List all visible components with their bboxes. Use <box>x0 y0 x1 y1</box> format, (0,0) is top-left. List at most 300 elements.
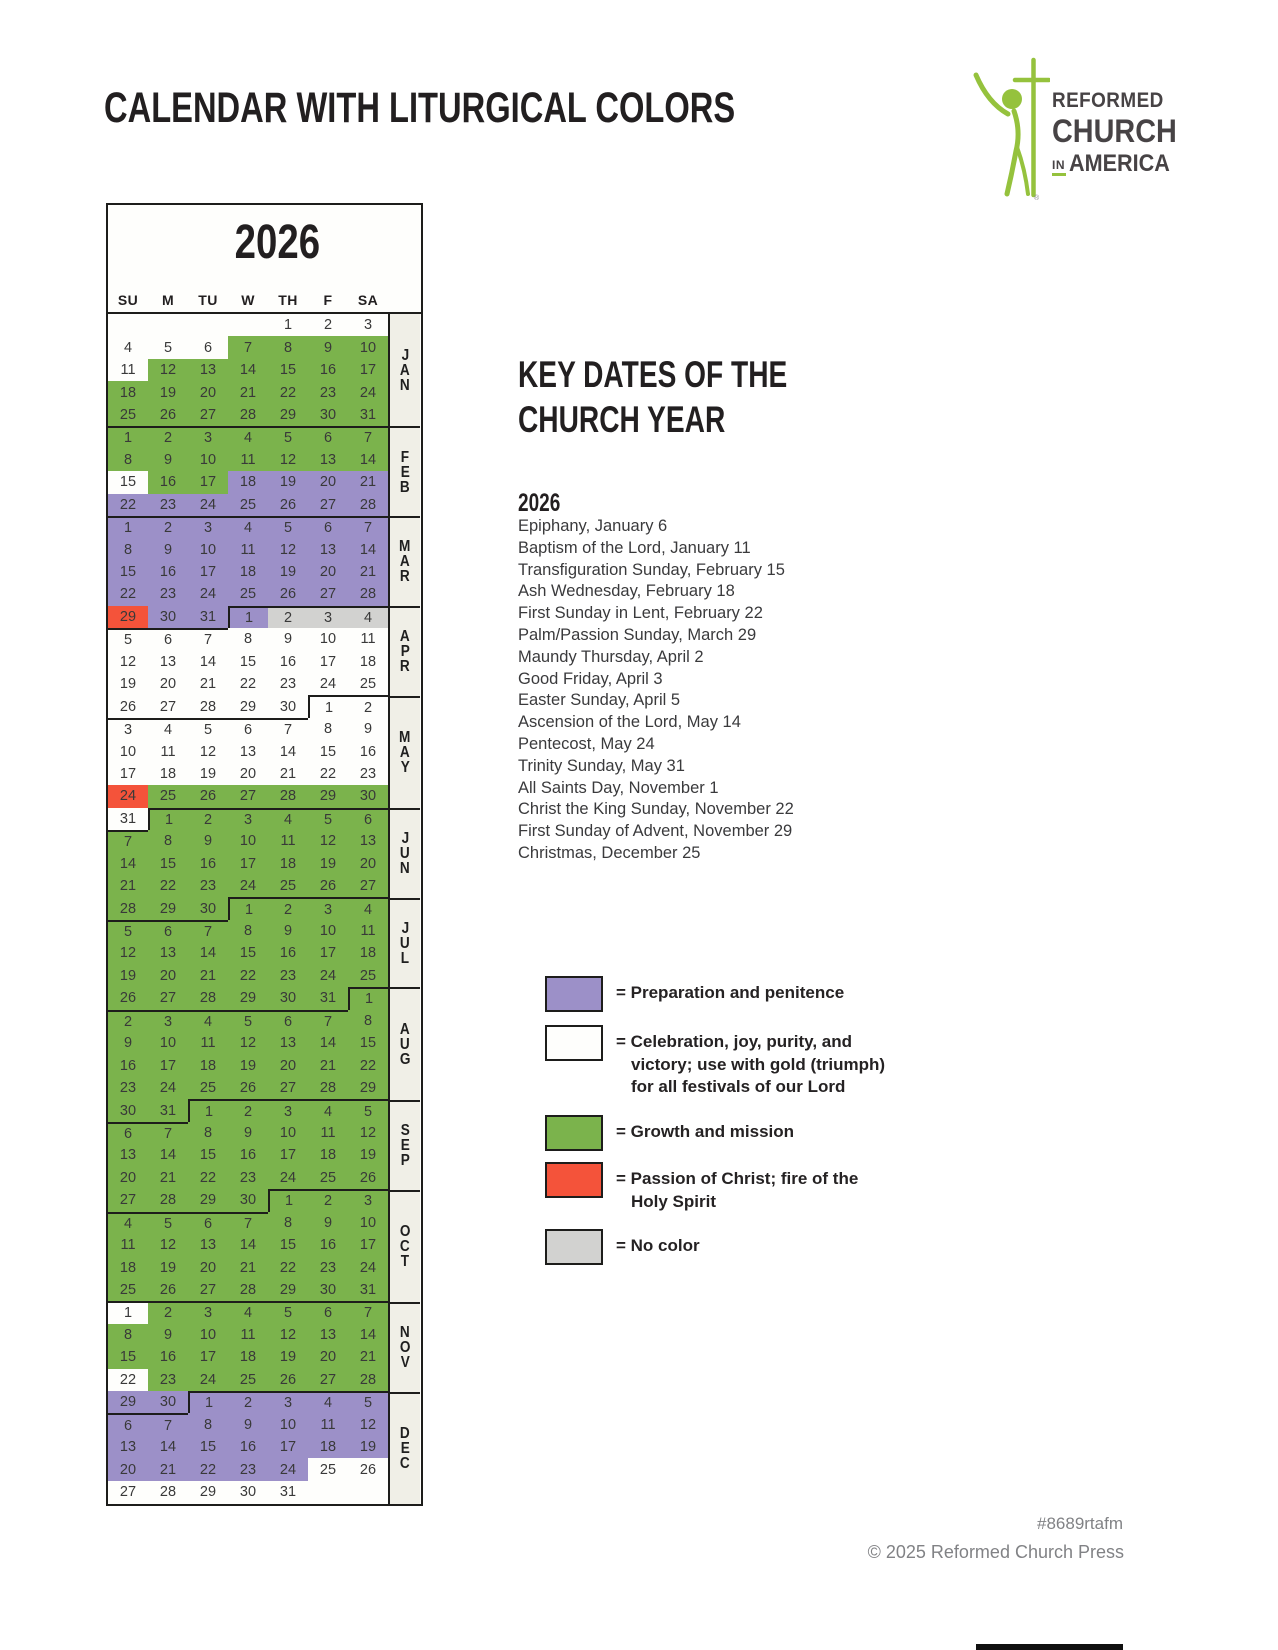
calendar-day-cell: 18 <box>348 651 388 673</box>
month-label-may <box>390 696 420 808</box>
rca-logo-icon <box>958 53 1050 203</box>
calendar-day-cell: 26 <box>268 583 308 605</box>
calendar-day-cell: 21 <box>348 471 388 493</box>
calendar-day-cell: 6 <box>148 920 188 942</box>
day-of-week-label: SU <box>117 292 139 308</box>
calendar-day-cell: 10 <box>188 1324 228 1346</box>
calendar-day-cell: 13 <box>228 740 268 762</box>
month-label-letter: E <box>400 463 410 481</box>
calendar-day-cell: 31 <box>348 404 388 426</box>
calendar-day-cell: 31 <box>148 1099 188 1121</box>
legend-item-growth-mission <box>545 1115 794 1151</box>
calendar-day-cell: 15 <box>228 651 268 673</box>
calendar-year: 2026 <box>234 216 321 269</box>
calendar-day-cell: 3 <box>308 606 348 628</box>
calendar-day-cell: 19 <box>108 965 148 987</box>
calendar-day-cell: 23 <box>148 583 188 605</box>
calendar-day-cell: 7 <box>268 718 308 740</box>
calendar-day-cell: 22 <box>308 763 348 785</box>
calendar-day-cell: 5 <box>348 1391 388 1413</box>
legend-label-line: victory; use with gold (triumph) <box>631 1054 886 1074</box>
calendar-day-cell: 6 <box>188 1212 228 1234</box>
calendar-day-cell: 10 <box>148 1032 188 1054</box>
calendar-day-cell: 7 <box>228 336 268 358</box>
calendar-day-cell: 18 <box>108 1256 148 1278</box>
calendar-day-cell: 13 <box>308 538 348 560</box>
month-label-sep <box>390 1100 420 1190</box>
calendar-day-cell: 26 <box>348 1167 388 1189</box>
key-dates-heading-line1: KEY DATES OF THE <box>518 354 788 395</box>
calendar-day-cell: 6 <box>148 628 188 650</box>
calendar-day-cell: 25 <box>308 1167 348 1189</box>
calendar-day-cell: 24 <box>308 965 348 987</box>
calendar-day-cell: 30 <box>308 404 348 426</box>
key-dates-heading <box>518 352 872 442</box>
calendar-day-cell: 31 <box>188 606 228 628</box>
calendar-day-cell: 18 <box>308 1144 348 1166</box>
calendar-day-cell: 26 <box>108 987 148 1009</box>
calendar-day-cell: 1 <box>228 606 268 628</box>
calendar-day-cell: 5 <box>268 1301 308 1323</box>
key-date-item: First Sunday in Lent, February 22 <box>518 604 763 623</box>
calendar-day-cell: 10 <box>348 1212 388 1234</box>
calendar-day-cell: 25 <box>188 1077 228 1099</box>
calendar-day-cell: 9 <box>148 538 188 560</box>
calendar-day-cell: 24 <box>308 673 348 695</box>
calendar-day-cell: 7 <box>348 516 388 538</box>
calendar-day-cell: 6 <box>188 336 228 358</box>
calendar-day-cell: 2 <box>228 1099 268 1121</box>
calendar-day-cell: 19 <box>308 853 348 875</box>
calendar-day-cell: 4 <box>108 1212 148 1234</box>
calendar-day-cell: 30 <box>188 897 228 919</box>
calendar-day-cell: 13 <box>148 942 188 964</box>
calendar-day-cell: 29 <box>148 897 188 919</box>
calendar-day-cell: 27 <box>188 1279 228 1301</box>
day-of-week-label: W <box>241 292 255 308</box>
calendar-day-cell: 22 <box>348 1054 388 1076</box>
calendar-day-cell: 31 <box>268 1481 308 1503</box>
calendar-day-cell <box>348 1481 388 1503</box>
calendar-day-cell: 9 <box>228 1122 268 1144</box>
calendar-day-cell: 19 <box>268 561 308 583</box>
month-label-feb <box>390 426 420 516</box>
month-label-apr <box>390 606 420 696</box>
calendar-day-cell <box>308 1481 348 1503</box>
calendar-day-cell: 1 <box>188 1391 228 1413</box>
key-date-item: Trinity Sunday, May 31 <box>518 756 685 775</box>
calendar-day-cell: 14 <box>268 740 308 762</box>
calendar-day-cell: 16 <box>108 1054 148 1076</box>
calendar-day-cell: 16 <box>228 1436 268 1458</box>
calendar-day-cell: 4 <box>228 426 268 448</box>
page-title <box>104 84 934 133</box>
calendar-day-cell: 28 <box>148 1481 188 1503</box>
calendar-day-cell: 3 <box>188 426 228 448</box>
calendar-day-cell: 11 <box>228 1324 268 1346</box>
month-label-letter: V <box>400 1354 410 1372</box>
calendar-day-cell: 22 <box>108 494 148 516</box>
calendar-day-cell: 11 <box>228 538 268 560</box>
month-label-letter: N <box>400 1324 410 1342</box>
calendar-day-cell: 10 <box>188 538 228 560</box>
calendar-day-cell: 17 <box>268 1436 308 1458</box>
calendar-day-cell: 20 <box>308 471 348 493</box>
calendar-day-cell: 16 <box>308 1234 348 1256</box>
calendar-day-cell: 23 <box>308 1256 348 1278</box>
calendar-day-cell: 7 <box>308 1010 348 1032</box>
calendar-day-cell: 12 <box>348 1413 388 1435</box>
calendar-day-cell: 8 <box>268 1212 308 1234</box>
calendar-day-cell: 19 <box>228 1054 268 1076</box>
calendar-day-cell: 27 <box>148 695 188 717</box>
calendar-day-cell: 1 <box>148 808 188 830</box>
key-date-item: Good Friday, April 3 <box>518 669 663 688</box>
calendar-day-cell: 25 <box>228 583 268 605</box>
calendar-day-cell: 2 <box>308 314 348 336</box>
month-label-letter: N <box>400 376 410 394</box>
calendar-day-cell: 14 <box>228 1234 268 1256</box>
calendar-day-cell: 16 <box>188 853 228 875</box>
legend-color-swatch <box>545 1115 603 1151</box>
month-label-letter: L <box>400 950 410 968</box>
month-label-letter: M <box>399 729 411 747</box>
month-label-letter: T <box>400 1253 410 1271</box>
calendar-day-cell: 1 <box>108 426 148 448</box>
calendar-day-cell: 4 <box>228 1301 268 1323</box>
calendar-day-cell: 12 <box>308 830 348 852</box>
calendar-day-cell: 8 <box>108 1324 148 1346</box>
calendar-day-cell: 25 <box>308 1458 348 1480</box>
calendar-day-cell: 11 <box>348 628 388 650</box>
copyright-notice: © 2025 Reformed Church Press <box>867 1542 1124 1562</box>
calendar-day-cell: 9 <box>108 1032 148 1054</box>
calendar-day-cell: 7 <box>188 920 228 942</box>
calendar-day-cell: 21 <box>148 1458 188 1480</box>
calendar-day-cell: 23 <box>308 381 348 403</box>
calendar-day-cell: 8 <box>108 449 148 471</box>
calendar-day-cell: 3 <box>228 808 268 830</box>
calendar-day-cell: 30 <box>228 1189 268 1211</box>
calendar-day-cell: 14 <box>188 651 228 673</box>
calendar-day-cell: 25 <box>108 404 148 426</box>
calendar-day-cell: 5 <box>148 336 188 358</box>
calendar-header <box>108 205 421 314</box>
month-label-letter: E <box>400 1440 410 1458</box>
calendar-day-cell: 20 <box>108 1458 148 1480</box>
calendar-day-cell: 11 <box>348 920 388 942</box>
calendar-day-cell: 5 <box>148 1212 188 1234</box>
calendar-day-cell: 29 <box>348 1077 388 1099</box>
calendar-day-cell: 24 <box>188 494 228 516</box>
calendar-day-cell: 17 <box>308 942 348 964</box>
calendar-day-cell: 29 <box>188 1189 228 1211</box>
calendar-day-cell: 21 <box>188 965 228 987</box>
calendar-day-cell: 15 <box>108 471 148 493</box>
calendar-day-cell: 20 <box>148 965 188 987</box>
calendar-day-cell: 7 <box>348 426 388 448</box>
legend-label-line: for all festivals of our Lord <box>631 1077 846 1096</box>
calendar-day-cell: 7 <box>348 1301 388 1323</box>
calendar-day-cell: 18 <box>228 471 268 493</box>
calendar-day-cell: 11 <box>268 830 308 852</box>
month-label-letter: S <box>400 1122 410 1140</box>
rca-logo-text <box>1052 89 1191 176</box>
legend-color-swatch <box>545 1229 603 1265</box>
key-date-item: Ascension of the Lord, May 14 <box>518 713 741 732</box>
calendar-day-cell: 28 <box>348 494 388 516</box>
calendar-day-cell: 3 <box>308 897 348 919</box>
calendar-day-cell: 13 <box>188 359 228 381</box>
calendar-day-cell: 9 <box>148 449 188 471</box>
key-dates-year: 2026 <box>518 489 561 517</box>
calendar-day-cell: 2 <box>348 695 388 717</box>
calendar-day-cell: 8 <box>188 1122 228 1144</box>
calendar-day-cell: 26 <box>188 785 228 807</box>
month-label-letter: U <box>400 1036 410 1054</box>
month-label-letter: J <box>401 346 409 364</box>
calendar-day-cell: 27 <box>308 583 348 605</box>
calendar-day-cell: 7 <box>108 830 148 852</box>
calendar-day-cell: 11 <box>308 1413 348 1435</box>
calendar-day-cell: 6 <box>228 718 268 740</box>
calendar-day-cell: 3 <box>268 1391 308 1413</box>
calendar-day-cell: 15 <box>268 359 308 381</box>
key-dates-list <box>518 516 794 865</box>
document-code: #8689rtafm <box>1037 1514 1123 1533</box>
calendar-day-cell: 9 <box>188 830 228 852</box>
key-date-item: First Sunday of Advent, November 29 <box>518 822 793 841</box>
calendar-day-cell: 4 <box>348 897 388 919</box>
month-label-letter: A <box>400 744 410 762</box>
calendar-day-cell: 10 <box>308 628 348 650</box>
calendar-day-cell: 28 <box>348 583 388 605</box>
day-of-week-label: TH <box>278 292 298 308</box>
calendar-day-cell: 2 <box>148 426 188 448</box>
month-label-letter: M <box>399 538 411 556</box>
calendar-day-cell: 18 <box>268 853 308 875</box>
calendar-day-cell: 16 <box>148 1346 188 1368</box>
month-label-mar <box>390 516 420 606</box>
calendar-day-cell: 22 <box>108 583 148 605</box>
calendar-day-cell: 5 <box>108 628 148 650</box>
calendar-day-cell: 30 <box>348 785 388 807</box>
legend-label-line: = Preparation and penitence <box>616 983 845 1002</box>
month-label-letter: D <box>400 1425 410 1443</box>
month-label-letter: G <box>399 1051 411 1069</box>
calendar-day-cell: 9 <box>308 1212 348 1234</box>
calendar-day-cell: 13 <box>308 1324 348 1346</box>
calendar-day-cell: 4 <box>228 516 268 538</box>
logo-line-church: CHURCH <box>1052 113 1177 149</box>
calendar-day-cell: 17 <box>188 561 228 583</box>
calendar-day-cell: 30 <box>268 695 308 717</box>
calendar-day-cell: 2 <box>108 1010 148 1032</box>
calendar-day-cell: 11 <box>308 1122 348 1144</box>
calendar-day-cell: 2 <box>268 606 308 628</box>
calendar-day-cell: 11 <box>188 1032 228 1054</box>
calendar-day-cell: 31 <box>108 808 148 830</box>
calendar-day-cell: 27 <box>268 1077 308 1099</box>
calendar-day-cell: 8 <box>268 336 308 358</box>
calendar-day-cell: 26 <box>108 695 148 717</box>
legend-item-preparation-penitence <box>545 976 844 1012</box>
month-label-letter: R <box>400 568 410 586</box>
legend-label-line: = Celebration, joy, purity, and <box>616 1032 852 1051</box>
calendar-day-cell: 8 <box>188 1413 228 1435</box>
calendar-day-cell: 26 <box>308 875 348 897</box>
calendar-day-cell: 26 <box>228 1077 268 1099</box>
calendar-day-cell: 16 <box>148 471 188 493</box>
calendar-day-cell: 7 <box>228 1212 268 1234</box>
calendar-day-cell: 24 <box>148 1077 188 1099</box>
calendar-day-cell: 13 <box>268 1032 308 1054</box>
calendar-day-cell: 25 <box>348 673 388 695</box>
calendar-day-cell: 10 <box>188 449 228 471</box>
calendar-day-cell: 3 <box>268 1099 308 1121</box>
calendar-day-cell: 23 <box>268 965 308 987</box>
calendar-day-cell: 1 <box>108 1301 148 1323</box>
calendar-day-cell: 23 <box>228 1167 268 1189</box>
calendar-day-cell: 10 <box>268 1122 308 1144</box>
calendar-day-cell: 22 <box>268 381 308 403</box>
calendar-day-cell: 27 <box>308 494 348 516</box>
month-label-aug <box>390 987 420 1099</box>
calendar-day-cell: 22 <box>228 673 268 695</box>
logo-line-reformed: REFORMED <box>1052 89 1164 112</box>
calendar-day-cell: 14 <box>188 942 228 964</box>
liturgical-calendar <box>106 203 423 1506</box>
calendar-day-cell: 23 <box>268 673 308 695</box>
calendar-day-cell: 12 <box>268 538 308 560</box>
calendar-day-cell: 9 <box>308 336 348 358</box>
calendar-day-cell: 20 <box>188 1256 228 1278</box>
calendar-day-cell: 18 <box>348 942 388 964</box>
calendar-day-cell: 15 <box>188 1144 228 1166</box>
calendar-day-cell: 25 <box>348 965 388 987</box>
calendar-day-cell: 15 <box>348 1032 388 1054</box>
month-label-letter: J <box>401 920 409 938</box>
calendar-day-cell: 4 <box>348 606 388 628</box>
calendar-day-cell: 17 <box>348 359 388 381</box>
calendar-day-cell: 24 <box>348 381 388 403</box>
logo-in-label: IN <box>1052 158 1066 176</box>
calendar-day-cell: 6 <box>108 1413 148 1435</box>
page-title-text: CALENDAR WITH LITURGICAL COLORS <box>104 84 736 132</box>
legend-item-celebration-joy-purity-victory <box>545 1025 885 1099</box>
key-date-item: Palm/Passion Sunday, March 29 <box>518 625 757 644</box>
month-label-letter: A <box>400 1021 410 1039</box>
calendar-day-cell: 19 <box>348 1436 388 1458</box>
calendar-day-cell: 5 <box>108 920 148 942</box>
calendar-day-cell: 19 <box>348 1144 388 1166</box>
calendar-day-cell: 29 <box>108 1391 148 1413</box>
legend-label <box>616 1025 885 1099</box>
calendar-day-cell: 18 <box>228 561 268 583</box>
calendar-day-cell: 1 <box>268 314 308 336</box>
calendar-day-cell: 7 <box>188 628 228 650</box>
calendar-day-cell: 11 <box>228 449 268 471</box>
month-label-column <box>388 314 420 1504</box>
calendar-day-cell: 23 <box>348 763 388 785</box>
calendar-day-cell: 3 <box>108 718 148 740</box>
legend-color-swatch <box>545 1025 603 1061</box>
calendar-day-cell: 14 <box>148 1436 188 1458</box>
calendar-day-cell: 13 <box>108 1144 148 1166</box>
calendar-day-cell: 31 <box>348 1279 388 1301</box>
calendar-day-cell: 2 <box>148 1301 188 1323</box>
month-label-letter: A <box>400 628 410 646</box>
legend-label <box>616 1229 700 1258</box>
legend-label-line: Holy Spirit <box>631 1191 717 1211</box>
calendar-day-cell: 28 <box>188 987 228 1009</box>
calendar-day-cell: 7 <box>148 1122 188 1144</box>
calendar-day-cell: 3 <box>188 516 228 538</box>
calendar-day-cell: 25 <box>228 494 268 516</box>
calendar-day-cell: 27 <box>108 1481 148 1503</box>
calendar-day-cell: 17 <box>188 471 228 493</box>
calendar-day-cell: 6 <box>308 1301 348 1323</box>
calendar-day-cell: 11 <box>108 1234 148 1256</box>
calendar-day-cell: 8 <box>108 538 148 560</box>
calendar-day-cell: 22 <box>188 1167 228 1189</box>
calendar-day-cell: 29 <box>228 987 268 1009</box>
calendar-day-cell: 18 <box>188 1054 228 1076</box>
month-label-oct <box>390 1190 420 1302</box>
calendar-day-cell: 15 <box>228 942 268 964</box>
month-label-jul <box>390 898 420 988</box>
calendar-day-cell: 14 <box>348 449 388 471</box>
legend-color-swatch <box>545 976 603 1012</box>
calendar-day-cell: 14 <box>308 1032 348 1054</box>
calendar-day-cell: 3 <box>348 314 388 336</box>
calendar-day-cell: 25 <box>228 1369 268 1391</box>
calendar-day-cell: 25 <box>148 785 188 807</box>
calendar-day-cell: 7 <box>148 1413 188 1435</box>
calendar-day-cell: 30 <box>108 1099 148 1121</box>
calendar-day-cell: 31 <box>308 987 348 1009</box>
calendar-day-cell: 17 <box>108 763 148 785</box>
month-label-letter: C <box>400 1455 410 1473</box>
logo-america-label: AMERICA <box>1069 150 1170 177</box>
calendar-day-cell: 16 <box>228 1144 268 1166</box>
calendar-day-cell: 19 <box>268 471 308 493</box>
calendar-day-cell: 30 <box>268 987 308 1009</box>
calendar-day-cell: 27 <box>108 1189 148 1211</box>
calendar-day-cell: 4 <box>308 1099 348 1121</box>
calendar-day-cell: 5 <box>268 426 308 448</box>
rca-logo <box>958 53 1198 203</box>
legend-label <box>616 1115 794 1144</box>
calendar-day-cell: 10 <box>228 830 268 852</box>
page-edge-bar <box>976 1644 1123 1650</box>
month-label-letter: J <box>401 830 409 848</box>
calendar-day-cell: 22 <box>268 1256 308 1278</box>
key-dates-heading-line2: CHURCH YEAR <box>518 399 726 440</box>
calendar-day-cell: 24 <box>188 1369 228 1391</box>
calendar-day-cell: 18 <box>108 381 148 403</box>
calendar-day-cell: 29 <box>228 695 268 717</box>
calendar-day-cell: 5 <box>308 808 348 830</box>
calendar-day-cell: 29 <box>268 404 308 426</box>
calendar-day-cell: 22 <box>228 965 268 987</box>
calendar-day-cell: 26 <box>268 494 308 516</box>
month-label-jan <box>390 314 420 426</box>
month-label-letter: E <box>400 1137 410 1155</box>
day-of-week-label: M <box>161 292 175 308</box>
calendar-day-cell: 13 <box>188 1234 228 1256</box>
calendar-day-cell: 22 <box>108 1369 148 1391</box>
